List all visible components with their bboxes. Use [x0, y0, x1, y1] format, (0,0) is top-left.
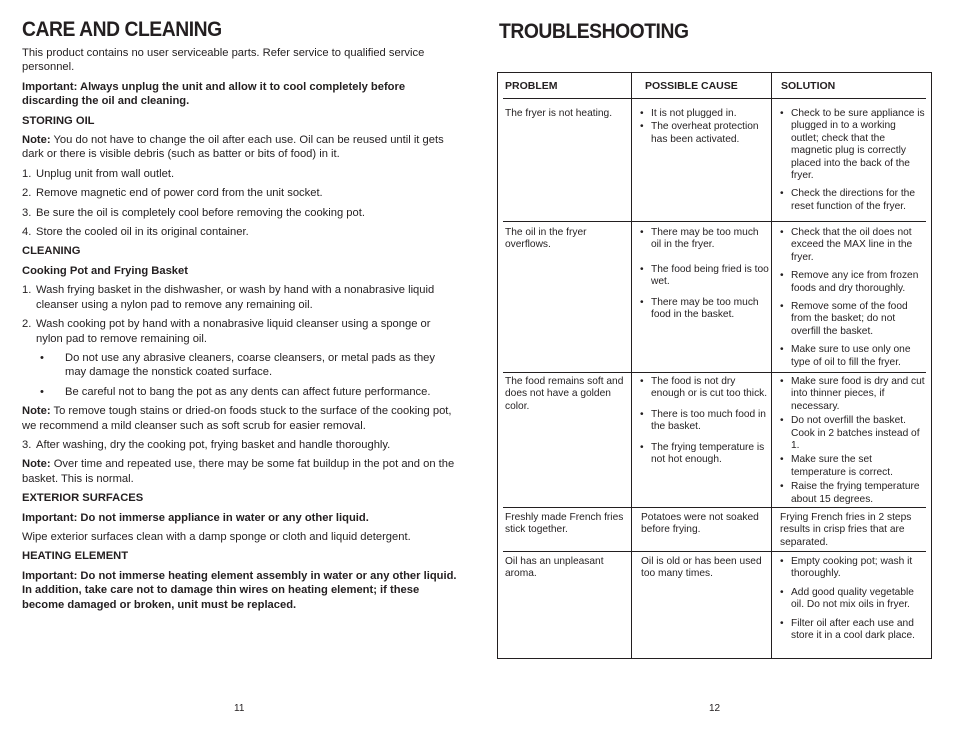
item-text: Check that the oil does not exceed the MAX line in the fryer. — [791, 227, 913, 263]
bullet-icon: • — [780, 344, 784, 356]
list-item — [640, 227, 770, 252]
item-text: Do not overfill the basket. Cook in 2 batches instead of 1. — [791, 415, 920, 452]
item-text: Make sure the set temperature is correct. — [791, 454, 893, 478]
list-item — [640, 376, 771, 401]
item-text: There is too much food in the basket. — [651, 408, 766, 433]
step-text: After washing, dry the cooking pot, frying basket and handle thoroughly. — [36, 438, 391, 451]
step-text: Be sure the oil is completely cool before removing the cooking pot. — [36, 206, 365, 219]
item-text: There may be too much food in the basket. — [651, 296, 759, 321]
item-text: The overheat protection has been activated. — [651, 121, 759, 145]
note-oil-reuse — [22, 133, 458, 162]
cleaning-step — [22, 317, 458, 346]
bullet-icon: • — [780, 556, 784, 567]
cause-cell — [640, 227, 770, 327]
step-number: 1. — [22, 284, 32, 297]
step-text: Unplug unit from wall outlet. — [36, 167, 175, 180]
solution-cell — [780, 108, 926, 219]
important-immerse: Important: Do not immerse appliance in water or any other liquid. — [22, 511, 369, 524]
problem-cell: The food remains soft and does not have a golden color. — [505, 376, 624, 412]
header-problem: PROBLEM — [505, 80, 558, 92]
exterior-surfaces-heading: EXTERIOR SURFACES — [22, 492, 144, 505]
header-solution: SOLUTION — [781, 80, 836, 92]
item-text: Make sure food is dry and cut into thinner pieces, if necessary. — [791, 376, 925, 412]
list-item — [780, 227, 926, 264]
solution-cell — [780, 376, 928, 512]
bullet-icon: • — [780, 376, 784, 387]
item-text: Check to be sure appliance is plugged in to a working outlet; check that the magnetic plug is correctly placed into the back of the fryer. — [791, 108, 925, 182]
list-item — [780, 376, 928, 413]
page-number-left: 11 — [234, 703, 245, 714]
bullet-icon: • — [640, 296, 644, 308]
bullet-icon: • — [780, 415, 784, 427]
note-label: Note: — [22, 405, 51, 418]
list-item — [780, 481, 928, 506]
cause-cell: Oil is old or has been used too many times. — [641, 556, 762, 580]
list-item — [780, 344, 926, 369]
care-and-cleaning-column — [22, 18, 458, 617]
row-divider — [503, 221, 926, 222]
item-text: There may be too much oil in the fryer. — [651, 227, 759, 251]
item-text: Make sure to use only one type of oil to fill the fryer. — [791, 344, 911, 368]
problem-cell: Oil has an unpleasant aroma. — [505, 556, 604, 580]
note-tough-stains — [22, 404, 458, 433]
bullet-text: Be careful not to bang the pot as any dents can affect future performance. — [65, 385, 431, 398]
caution-bullet — [22, 351, 458, 380]
problem-cell: Freshly made French fries stick together. — [505, 512, 624, 536]
bullet-icon: • — [640, 108, 644, 119]
step-number: 3. — [22, 206, 32, 219]
list-item — [640, 297, 770, 322]
solution-cell: Frying French fries in 2 steps results in crisp fries that are separated. — [780, 512, 912, 548]
bullet-icon: • — [640, 408, 644, 420]
troubleshooting-title: TROUBLESHOOTING — [499, 20, 689, 43]
item-text: The food is not dry enough or is cut too thick. — [651, 376, 768, 400]
caution-bullet — [22, 385, 458, 399]
list-item — [780, 301, 926, 338]
note-label: Note: — [22, 458, 51, 471]
cleaning-step — [22, 283, 458, 312]
item-text: The food being fried is too wet. — [651, 263, 769, 288]
note-text: Over time and repeated use, there may be some fat buildup in the pot and on the basket. This is normal. — [22, 458, 455, 485]
cooking-pot-heading: Cooking Pot and Frying Basket — [22, 264, 188, 277]
troubleshooting-table — [497, 72, 932, 659]
bullet-icon: • — [780, 227, 784, 238]
row-divider — [503, 98, 926, 99]
bullet-icon: • — [40, 351, 44, 364]
step-number: 1. — [22, 167, 32, 180]
step-number: 2. — [22, 318, 32, 331]
cause-cell — [640, 376, 771, 472]
step-text: Store the cooled oil in its original container. — [36, 226, 249, 239]
storing-step — [22, 186, 458, 200]
bullet-icon: • — [640, 227, 644, 238]
list-item — [640, 442, 771, 467]
item-text: Remove any ice from frozen foods and dry thoroughly. — [791, 270, 919, 294]
item-text: The frying temperature is not hot enough. — [651, 441, 765, 466]
step-number: 4. — [22, 226, 32, 239]
bullet-icon: • — [640, 441, 644, 453]
storing-step — [22, 225, 458, 239]
step-text: Remove magnetic end of power cord from the unit socket. — [36, 187, 323, 200]
bullet-icon: • — [780, 270, 784, 282]
note-label: Note: — [22, 134, 51, 147]
list-item — [780, 587, 926, 612]
note-text: You do not have to change the oil after each use. Oil can be reused until it gets dark or there is visible debris (such as batter or bits of food) in it. — [22, 134, 444, 161]
cause-cell: Potatoes were not soaked before frying. — [641, 512, 759, 536]
exterior-text: Wipe exterior surfaces clean with a damp sponge or cloth and liquid detergent. — [22, 530, 411, 543]
important-heating-element: Important: Do not immerse heating element assembly in water or any other liquid. In addition, take care not to damage thin wires on heating element; if these become damaged or broken, unit must be replaced. — [22, 569, 457, 611]
item-text: Raise the frying temperature about 15 degrees. — [791, 481, 920, 505]
list-item — [780, 270, 926, 295]
list-item — [780, 108, 926, 182]
storing-step — [22, 206, 458, 220]
bullet-icon: • — [780, 481, 784, 493]
list-item — [640, 409, 771, 434]
note-text: To remove tough stains or dried-on foods stuck to the surface of the cooking pot, we recommend a mild cleanser such as soft scrub for easier removal. — [22, 405, 452, 432]
list-item — [780, 556, 926, 581]
item-text: Filter oil after each use and store it in a cool dark place. — [791, 617, 916, 642]
storing-step — [22, 167, 458, 181]
item-text: Empty cooking pot; wash it thoroughly. — [791, 556, 913, 580]
bullet-icon: • — [780, 108, 784, 119]
bullet-icon: • — [780, 188, 784, 200]
bullet-icon: • — [780, 301, 784, 313]
list-item — [780, 188, 926, 213]
important-unplug: Important: Always unplug the unit and allow it to cool completely before discarding the oil and cleaning. — [22, 80, 406, 108]
step-text: Wash frying basket in the dishwasher, or wash by hand with a nonabrasive liquid cleanser using a nylon pad to remove any remaining oil. — [36, 284, 435, 311]
cause-cell — [640, 108, 770, 152]
cleaning-step — [22, 438, 458, 452]
item-text: Check the directions for the reset function of the fryer. — [791, 188, 916, 212]
step-number: 3. — [22, 438, 32, 451]
heating-element-heading: HEATING ELEMENT — [22, 550, 129, 563]
bullet-icon: • — [780, 617, 784, 629]
bullet-icon: • — [640, 121, 644, 133]
bullet-text: Do not use any abrasive cleaners, coarse cleansers, or metal pads as they may damage the nonstick coated surface. — [65, 351, 436, 379]
step-text: Wash cooking pot by hand with a nonabrasive liquid cleanser using a sponge or nylon pad to remove remaining oil. — [36, 318, 431, 345]
page-number-right: 12 — [709, 703, 721, 714]
list-item — [640, 121, 770, 146]
item-text: It is not plugged in. — [651, 108, 737, 119]
solution-cell — [780, 556, 926, 648]
list-item — [640, 264, 770, 289]
column-divider — [631, 73, 632, 658]
intro-text: This product contains no user serviceable parts. Refer service to qualified service personnel. — [22, 47, 425, 74]
bullet-icon: • — [780, 586, 784, 598]
problem-cell: The fryer is not heating. — [505, 108, 613, 119]
solution-cell — [780, 227, 926, 375]
column-divider — [771, 73, 772, 658]
note-fat-buildup — [22, 457, 458, 486]
item-text: Add good quality vegetable oil. Do not mix oils in fryer. — [791, 586, 914, 611]
header-possible-cause: POSSIBLE CAUSE — [645, 80, 738, 92]
item-text: Remove some of the food from the basket; do not overfill the basket. — [791, 301, 908, 337]
page-title: CARE AND CLEANING — [22, 18, 222, 41]
step-number: 2. — [22, 187, 32, 200]
list-item — [780, 618, 926, 643]
list-item — [780, 415, 928, 452]
bullet-icon: • — [640, 376, 644, 387]
bullet-icon: • — [40, 385, 44, 398]
bullet-icon: • — [780, 454, 784, 466]
problem-cell: The oil in the fryer overflows. — [505, 227, 587, 251]
bullet-icon: • — [640, 263, 644, 275]
cleaning-heading: CLEANING — [22, 245, 81, 258]
list-item — [780, 454, 928, 479]
storing-oil-heading: STORING OIL — [22, 114, 95, 127]
row-divider — [503, 551, 926, 552]
list-item — [640, 108, 770, 120]
